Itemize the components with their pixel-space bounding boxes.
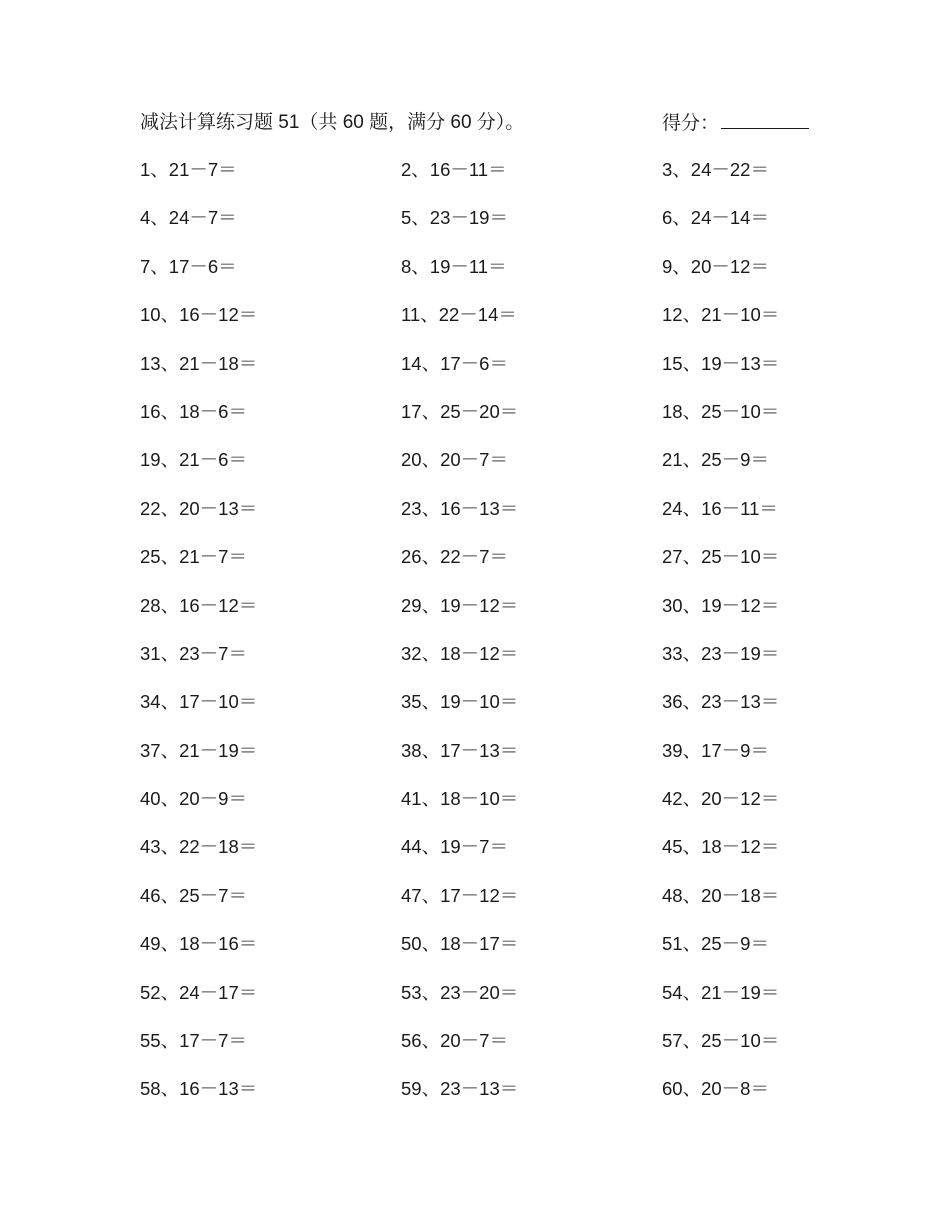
problem-item: 44、19－7＝ (401, 836, 508, 858)
problem-item: 25、21－7＝ (140, 546, 247, 568)
problem-item: 10、16－12＝ (140, 304, 258, 326)
problem-item: 4、24－7＝ (140, 207, 237, 229)
problem-item: 6、24－14＝ (662, 207, 769, 229)
problem-item: 21、25－9＝ (662, 449, 769, 471)
problem-item: 58、16－13＝ (140, 1078, 258, 1100)
problem-item: 27、25－10＝ (662, 546, 780, 568)
problem-item: 2、16－11＝ (401, 159, 507, 180)
problem-item: 7、17－6＝ (140, 255, 237, 277)
problem-item: 41、18－10＝ (401, 788, 519, 810)
problem-item: 33、23－19＝ (662, 642, 780, 664)
problem-item: 51、25－9＝ (662, 933, 769, 955)
problem-item: 36、23－13＝ (662, 691, 780, 713)
problem-item: 53、23－20＝ (401, 981, 519, 1003)
worksheet-header (140, 108, 820, 138)
problem-item: 52、24－17＝ (140, 981, 258, 1003)
problem-item: 37、21－19＝ (140, 739, 258, 761)
problem-item: 50、18－17＝ (401, 933, 519, 955)
problem-item: 26、22－7＝ (401, 546, 508, 568)
problem-item: 57、25－10＝ (662, 1030, 780, 1052)
problem-item: 46、25－7＝ (140, 884, 247, 906)
problem-item: 31、23－7＝ (140, 642, 247, 664)
problem-item: 11、22－14＝ (401, 304, 517, 326)
problem-item: 60、20－8＝ (662, 1078, 769, 1100)
problem-item: 29、19－12＝ (401, 594, 519, 616)
problem-item: 16、18－6＝ (140, 400, 247, 422)
problem-item: 38、17－13＝ (401, 739, 519, 761)
problem-item: 9、20－12＝ (662, 255, 769, 277)
score-label: 得分： (662, 113, 720, 134)
problem-item: 47、17－12＝ (401, 884, 519, 906)
worksheet-title: 减法计算练习题 51（共 60 题，满分 60 分）。 (140, 112, 525, 133)
problem-item: 13、21－18＝ (140, 352, 258, 374)
problem-item: 19、21－6＝ (140, 449, 247, 471)
problem-item: 12、21－10＝ (662, 304, 780, 326)
score-field (662, 108, 809, 139)
problem-item: 49、18－16＝ (140, 933, 258, 955)
problem-item: 42、20－12＝ (662, 788, 780, 810)
problem-item: 20、20－7＝ (401, 449, 508, 471)
problem-item: 45、18－12＝ (662, 836, 780, 858)
problem-item: 18、25－10＝ (662, 400, 780, 422)
problem-item: 5、23－19＝ (401, 207, 508, 229)
problem-item: 3、24－22＝ (662, 159, 769, 180)
problem-item: 59、23－13＝ (401, 1078, 519, 1100)
problem-item: 39、17－9＝ (662, 739, 769, 761)
problem-item: 35、19－10＝ (401, 691, 519, 713)
problem-item: 40、20－9＝ (140, 788, 247, 810)
problem-item: 48、20－18＝ (662, 884, 780, 906)
problem-item: 14、17－6＝ (401, 352, 508, 374)
problem-item: 17、25－20＝ (401, 400, 519, 422)
problem-item: 8、19－11＝ (401, 255, 507, 277)
problem-item: 43、22－18＝ (140, 836, 258, 858)
problem-item: 34、17－10＝ (140, 691, 258, 713)
problem-item: 1、21－7＝ (140, 159, 237, 180)
problem-item: 55、17－7＝ (140, 1030, 247, 1052)
problem-item: 32、18－12＝ (401, 642, 519, 664)
problem-item: 30、19－12＝ (662, 594, 780, 616)
score-blank (721, 108, 809, 129)
problem-item: 22、20－13＝ (140, 497, 258, 519)
problem-item: 56、20－7＝ (401, 1030, 508, 1052)
problem-item: 24、16－11＝ (662, 497, 778, 519)
problem-grid (140, 146, 840, 1114)
problem-item: 28、16－12＝ (140, 594, 258, 616)
problem-item: 15、19－13＝ (662, 352, 780, 374)
problem-item: 54、21－19＝ (662, 981, 780, 1003)
problem-item: 23、16－13＝ (401, 497, 519, 519)
